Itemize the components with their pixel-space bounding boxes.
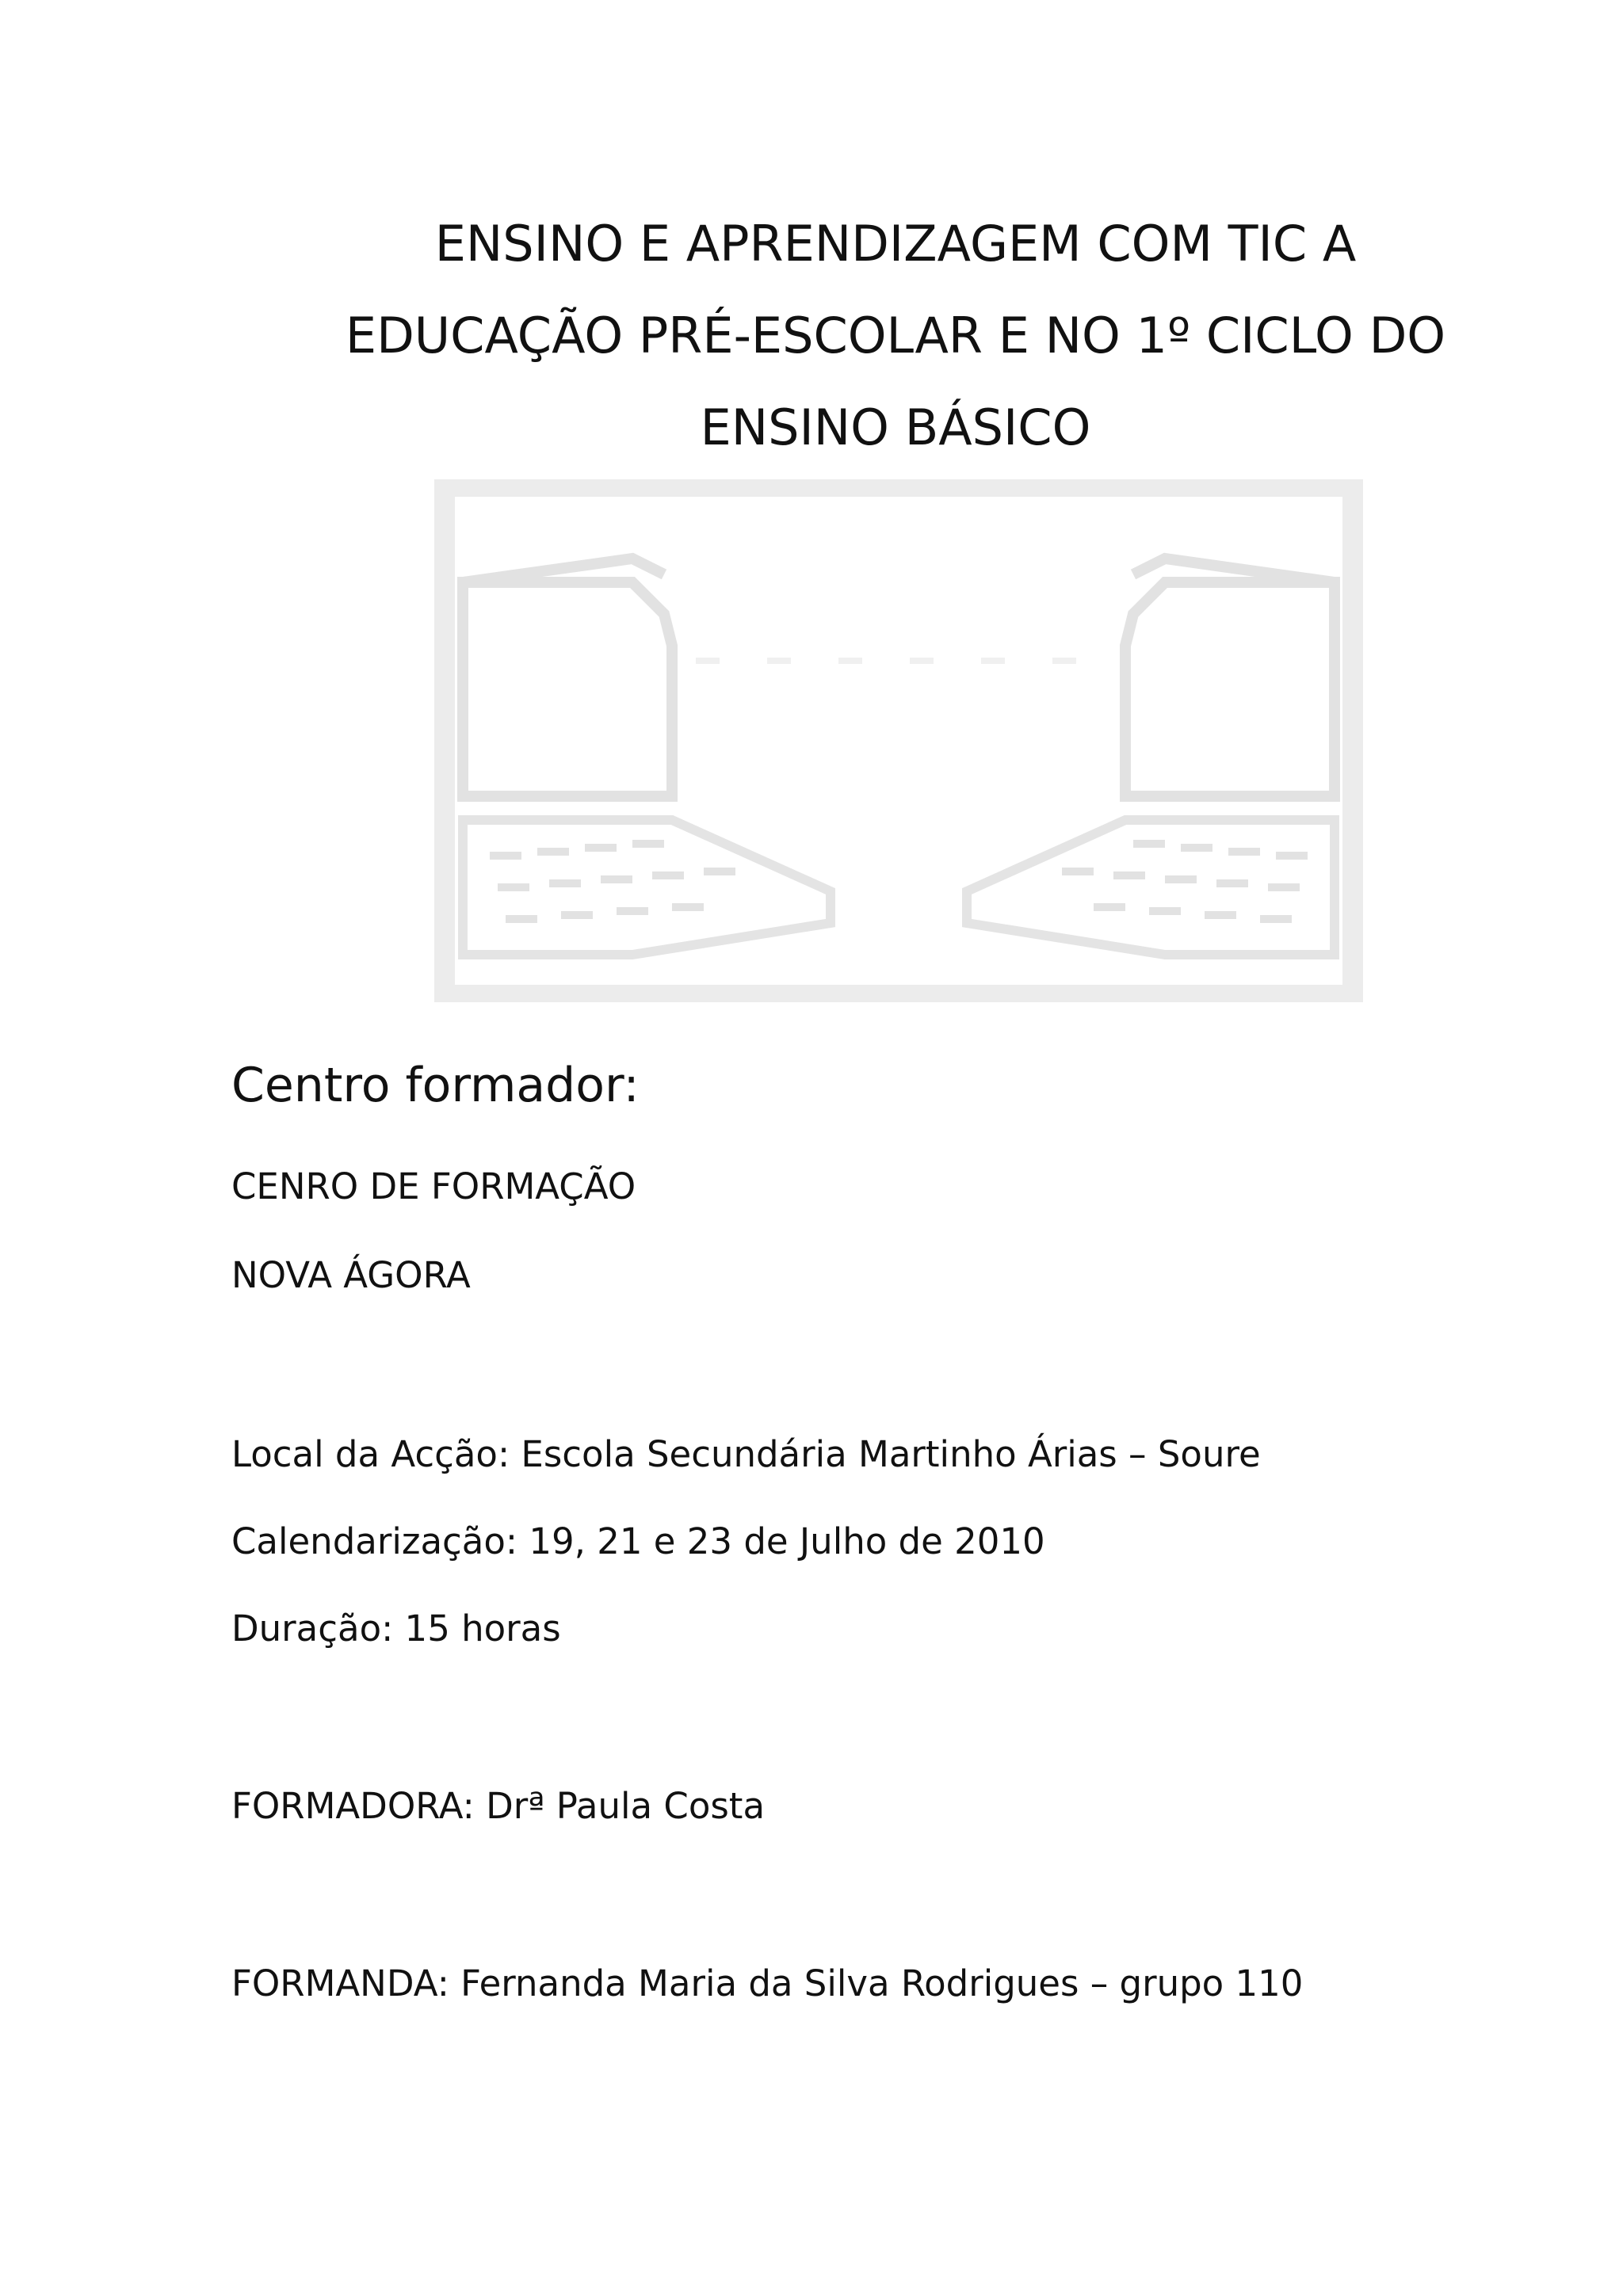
two-laptops-logo-icon (434, 479, 1363, 1002)
title-line: EDUCAÇÃO PRÉ-ESCOLAR E NO 1º CICLO DO (345, 307, 1446, 364)
formadora-line: FORMADORA: Drª Paula Costa (231, 1785, 766, 1827)
document-title (285, 198, 1506, 474)
centro-line: NOVA ÁGORA (231, 1254, 471, 1296)
duracao-line: Duração: 15 horas (231, 1608, 561, 1650)
local-line: Local da Acção: Escola Secundária Martinho Árias – Soure (231, 1433, 1261, 1475)
centro-heading: Centro formador: (231, 1058, 640, 1113)
formanda-line: FORMANDA: Fernanda Maria da Silva Rodrigues – grupo 110 (231, 1962, 1304, 2004)
title-line: ENSINO BÁSICO (700, 399, 1091, 456)
title-line: ENSINO E APRENDIZAGEM COM TIC A (434, 215, 1357, 273)
centro-line: CENRO DE FORMAÇÃO (231, 1165, 636, 1207)
calendarizacao-line: Calendarização: 19, 21 e 23 de Julho de 2010 (231, 1520, 1045, 1562)
